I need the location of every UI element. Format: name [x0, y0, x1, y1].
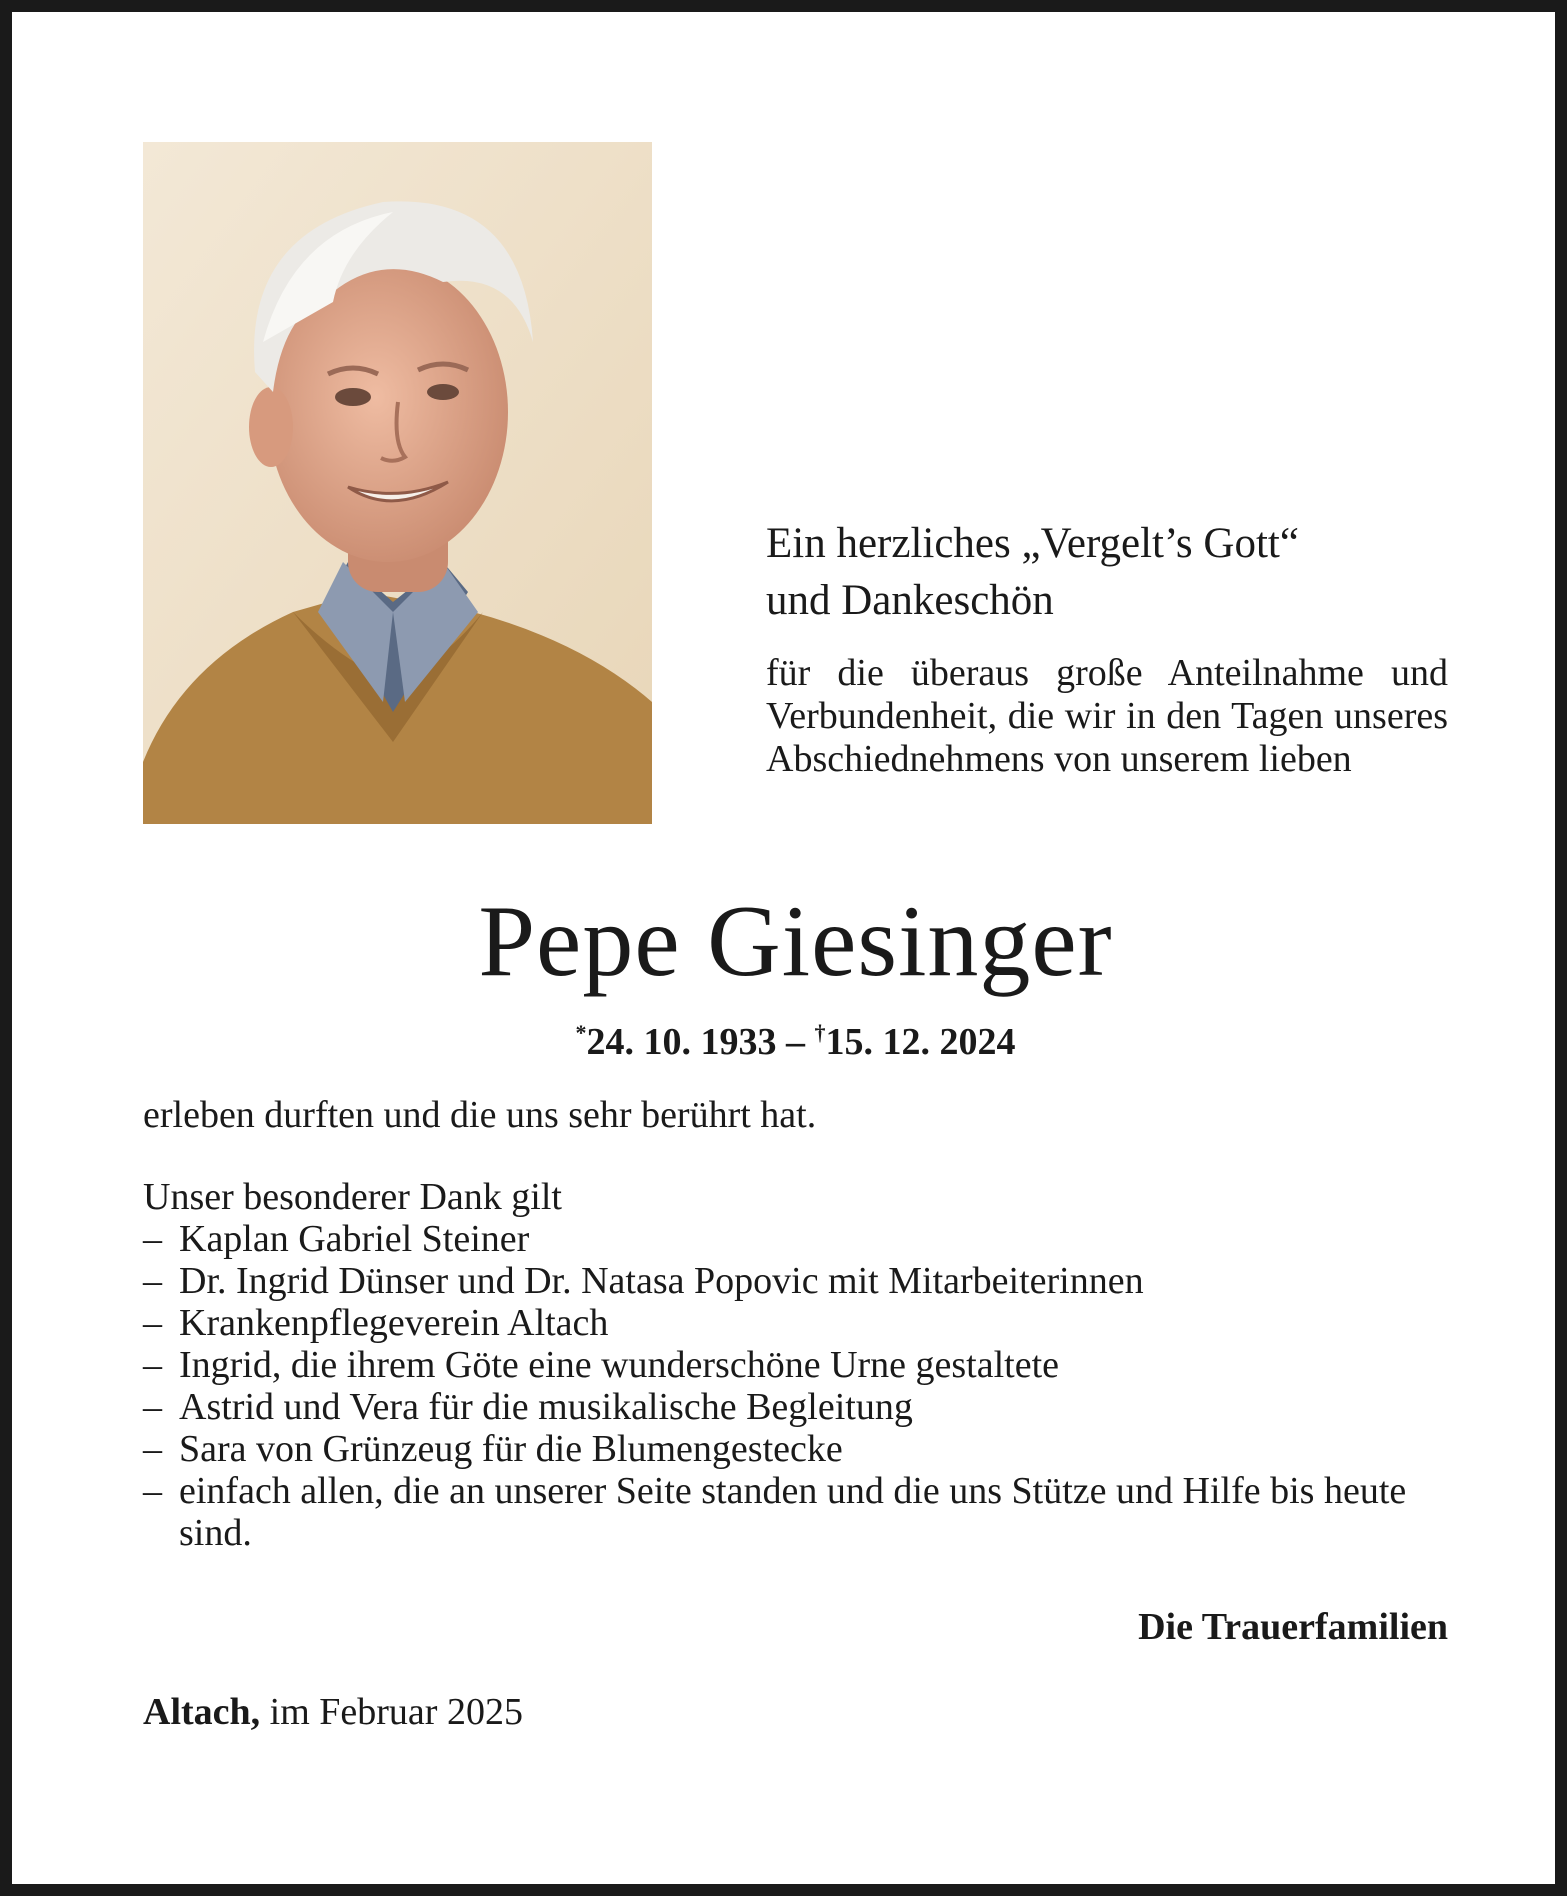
place-date [143, 1690, 523, 1734]
intro-block [766, 515, 1448, 781]
list-dash: – [143, 1302, 162, 1344]
portrait-illustration [143, 142, 652, 824]
headline [766, 515, 1448, 629]
list-dash: – [143, 1428, 162, 1470]
thanks-item [143, 1428, 1448, 1470]
list-dash: – [143, 1260, 162, 1302]
thanks-item [143, 1302, 1448, 1344]
thanks-item [143, 1470, 1448, 1554]
closing-sentence: erleben durften und die uns sehr berührt hat. [143, 1094, 817, 1136]
thanks-heading: Unser besonderer Dank gilt [143, 1176, 562, 1218]
portrait-photo [143, 142, 652, 824]
list-dash: – [143, 1470, 162, 1512]
list-dash: – [143, 1218, 162, 1260]
thanks-item-text: Astrid und Vera für die musikalische Begleitung [179, 1386, 913, 1428]
thanks-item [143, 1386, 1448, 1428]
signature: Die Trauerfamilien [1138, 1606, 1448, 1648]
thanks-item [143, 1344, 1448, 1386]
lead-paragraph: für die überaus große Anteilnahme und Verbundenheit, die wir in den Tagen unseres Abschiednehmens von unserem lieben [766, 652, 1448, 780]
thanks-list [143, 1218, 1448, 1554]
death-symbol: † [814, 1020, 826, 1045]
body-text [143, 1094, 1448, 1554]
list-dash: – [143, 1386, 162, 1428]
death-date: 15. 12. 2024 [825, 1021, 1016, 1063]
headline-line-1: Ein herzliches „Vergelt’s Gott“ [766, 520, 1299, 567]
thanks-item-text: Ingrid, die ihrem Göte eine wunderschöne Urne gestaltete [179, 1344, 1060, 1386]
deceased-name: Pepe Giesinger [478, 885, 1113, 998]
thanks-item-text: Dr. Ingrid Dünser und Dr. Natasa Popovic mit Mitarbeiterinnen [179, 1260, 1144, 1302]
headline-line-2: und Dankeschön [766, 577, 1054, 624]
thanks-item-text: Sara von Grünzeug für die Blumengestecke [179, 1428, 843, 1470]
thanks-item [143, 1218, 1448, 1260]
birth-date: 24. 10. 1933 [586, 1021, 777, 1063]
date: im Februar 2025 [260, 1691, 523, 1733]
list-dash: – [143, 1344, 162, 1386]
thanks-item-text: einfach allen, die an unserer Seite standen und die uns Stütze und Hilfe bis heute sind. [179, 1470, 1407, 1554]
date-separator: – [776, 1021, 815, 1063]
thanks-item [143, 1260, 1448, 1302]
birth-symbol: * [575, 1020, 587, 1045]
place: Altach, [143, 1691, 261, 1733]
life-dates [12, 1009, 1567, 1066]
thanks-item-text: Kaplan Gabriel Steiner [179, 1218, 530, 1260]
thanks-item-text: Krankenpflegeverein Altach [179, 1302, 609, 1344]
